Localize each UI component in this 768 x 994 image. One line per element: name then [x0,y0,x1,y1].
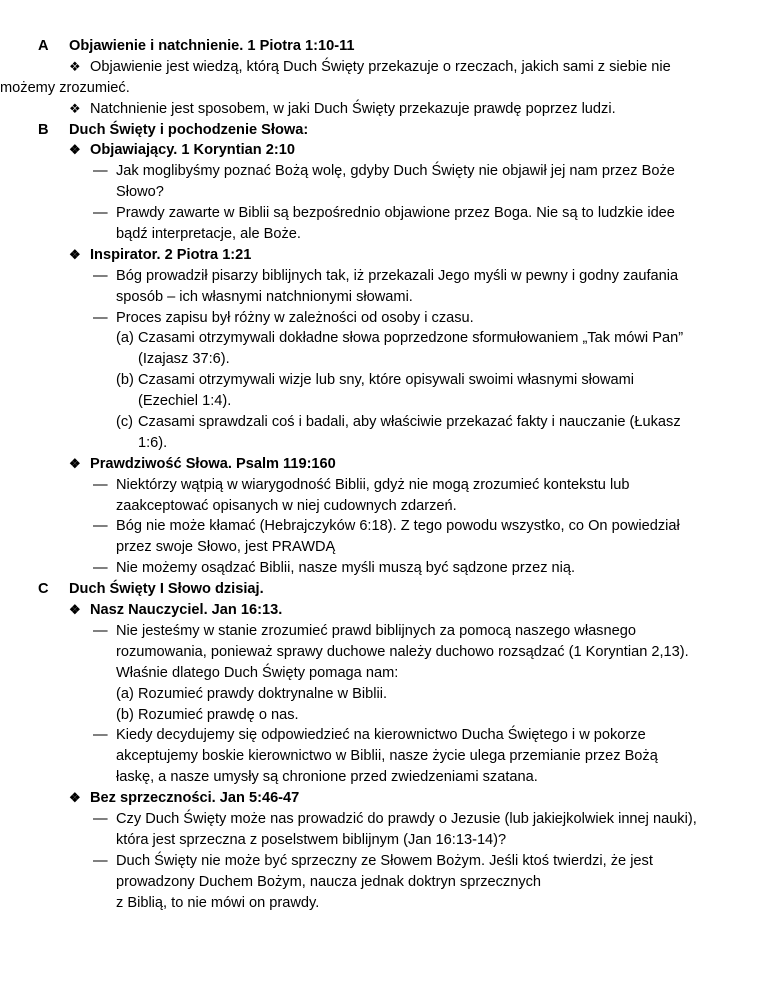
dash-bullet: — [93,309,108,326]
line-text: Bez sprzeczności. Jan 5:46-47 [90,790,300,807]
text-line [0,36,768,57]
line-text: Czasami otrzymywali dokładne słowa poprzedzone sformułowaniem „Tak mówi Pan” [138,330,684,347]
text-line [0,725,768,746]
line-text: Kiedy decydujemy się odpowiedzieć na kierownictwo Ducha Świętego i w pokorze [116,727,646,744]
line-text: łaskę, a nasze umysły są chronione przed zwiedzeniami szatana. [116,769,538,786]
diamond-bullet-icon: ❖ [69,58,81,74]
diamond-bullet-icon: ❖ [69,790,81,806]
dash-bullet: — [93,560,108,577]
dash-bullet: — [93,518,108,535]
line-text: Objawienie jest wiedzą, którą Duch Święty przekazuje o rzeczach, jakich sami z siebie nie [90,58,671,75]
text-line [0,328,768,349]
line-text: Nie możemy osądzać Biblii, nasze myśli muszą być sądzone przez nią. [116,560,576,577]
text-line [0,767,768,788]
text-line [0,872,768,893]
line-text: Rozumieć prawdy doktrynalne w Biblii. [138,685,388,702]
dash-bullet: — [93,267,108,284]
list-marker: (a) [116,685,134,702]
list-marker: (b) [116,372,134,389]
line-text: możemy zrozumieć. [0,79,130,96]
line-text: sposób – ich własnymi natchnionymi słowami. [116,288,413,305]
line-text: Właśnie dlatego Duch Święty pomaga nam: [116,664,399,681]
text-line [0,391,768,412]
text-line [0,809,768,830]
line-text: przez swoje Słowo, jest PRAWDĄ [116,539,336,556]
text-line [0,663,768,684]
line-text: Jak moglibyśmy poznać Bożą wolę, gdyby Duch Święty nie objawił jej nam przez Boże [116,163,675,180]
text-line [0,642,768,663]
text-line [0,433,768,454]
line-text: prowadzony Duchem Bożym, naucza jednak doktryn sprzecznych [116,873,542,890]
text-line [0,516,768,537]
line-text: Rozumieć prawdę o nas. [138,706,299,723]
dash-bullet: — [93,163,108,180]
line-text: Prawdziwość Słowa. Psalm 119:160 [90,455,336,472]
diamond-bullet-icon: ❖ [69,142,81,158]
line-text: która jest sprzeczna z poselstwem biblijnym (Jan 16:13-14)? [116,831,507,848]
text-line [0,120,768,141]
diamond-bullet-icon: ❖ [69,602,81,618]
text-line [0,496,768,517]
text-line [0,99,768,120]
text-line [0,600,768,621]
text-line [0,830,768,851]
text-line [0,203,768,224]
line-text: Słowo? [116,184,164,201]
text-line [0,851,768,872]
line-text: akceptujemy boskie kierownictwo w Biblii, nasze życie ulega przemianie przez Bożą [116,748,658,765]
list-marker: (a) [116,330,134,347]
text-line [0,140,768,161]
line-text: Objawiający. 1 Koryntian 2:10 [90,142,295,159]
list-marker: (b) [116,706,134,723]
text-line [0,370,768,391]
line-text: bądź interpretacje, ale Boże. [116,226,301,243]
line-text: Niektórzy wątpią w wiarygodność Biblii, gdyż nie mogą zrozumieć kontekstu lub [116,476,630,493]
text-line [0,454,768,475]
line-text: Czasami sprawdzali coś i badali, aby właściwie przekazać fakty i nauczanie (Łukasz [138,414,681,431]
line-text: Czy Duch Święty może nas prowadzić do prawdy o Jezusie (lub jakiejkolwiek innej nauki), [116,810,697,827]
line-text: rozumowania, ponieważ sprawy duchowe należy duchowo rozsądzać (1 Koryntian 2,13). [116,643,689,660]
line-text: 1:6). [138,434,168,451]
line-text: Proces zapisu był różny w zależności od osoby i czasu. [116,309,474,326]
dash-bullet: — [93,205,108,222]
dash-bullet: — [93,476,108,493]
list-marker: A [38,38,49,54]
line-text: Natchnienie jest sposobem, w jaki Duch Święty przekazuje prawdę poprzez ludzi. [90,100,616,117]
text-line [0,684,768,705]
line-text: zaakceptować opisanych w niej cudownych zdarzeń. [116,497,457,514]
line-text: Nasz Nauczyciel. Jan 16:13. [90,602,283,619]
list-marker: B [38,121,49,138]
text-line [0,746,768,767]
text-line [0,308,768,329]
line-text: z Biblią, to nie mówi on prawdy. [116,894,320,911]
dash-bullet: — [93,852,108,869]
line-text: Bóg prowadził pisarzy biblijnych tak, iż przekazali Jego myśli w pewny i godny zaufania [116,267,679,284]
text-line [0,224,768,245]
text-line [0,788,768,809]
line-text: Objawienie i natchnienie. 1 Piotra 1:10-11 [69,38,355,54]
text-line [0,579,768,600]
diamond-bullet-icon: ❖ [69,455,81,471]
text-line [0,558,768,579]
text-line [0,621,768,642]
text-line [0,245,768,266]
text-line [0,705,768,726]
text-line [0,78,768,99]
line-text: Nie jesteśmy w stanie zrozumieć prawd biblijnych za pomocą naszego własnego [116,622,636,639]
text-line [0,412,768,433]
line-text: Inspirator. 2 Piotra 1:21 [90,246,252,263]
text-line [0,266,768,287]
line-text: Duch Święty i pochodzenie Słowa: [69,121,309,138]
line-text: Bóg nie może kłamać (Hebrajczyków 6:18). Z tego powodu wszystko, co On powiedział [116,518,680,535]
list-marker: C [38,581,49,598]
line-text: Prawdy zawarte w Biblii są bezpośrednio objawione przez Boga. Nie są to ludzkie idee [116,205,675,222]
dash-bullet: — [93,810,108,827]
text-line [0,349,768,370]
text-line [0,182,768,203]
line-text: Czasami otrzymywali wizje lub sny, które opisywali swoimi własnymi słowami [138,372,635,389]
text-line [0,161,768,182]
dash-bullet: — [93,727,108,744]
diamond-bullet-icon: ❖ [69,246,81,262]
text-line [0,57,768,78]
line-text: Duch Święty nie może być sprzeczny ze Słowem Bożym. Jeśli ktoś twierdzi, że jest [116,852,653,869]
text-line [0,475,768,496]
diamond-bullet-icon: ❖ [69,100,81,116]
text-line [0,537,768,558]
line-text: (Izajasz 37:6). [138,351,230,368]
list-marker: (c) [116,414,134,431]
text-line [0,893,768,914]
document-body [0,36,768,913]
line-text: (Ezechiel 1:4). [138,393,232,410]
text-line [0,287,768,308]
dash-bullet: — [93,622,108,639]
line-text: Duch Święty I Słowo dzisiaj. [69,581,264,598]
